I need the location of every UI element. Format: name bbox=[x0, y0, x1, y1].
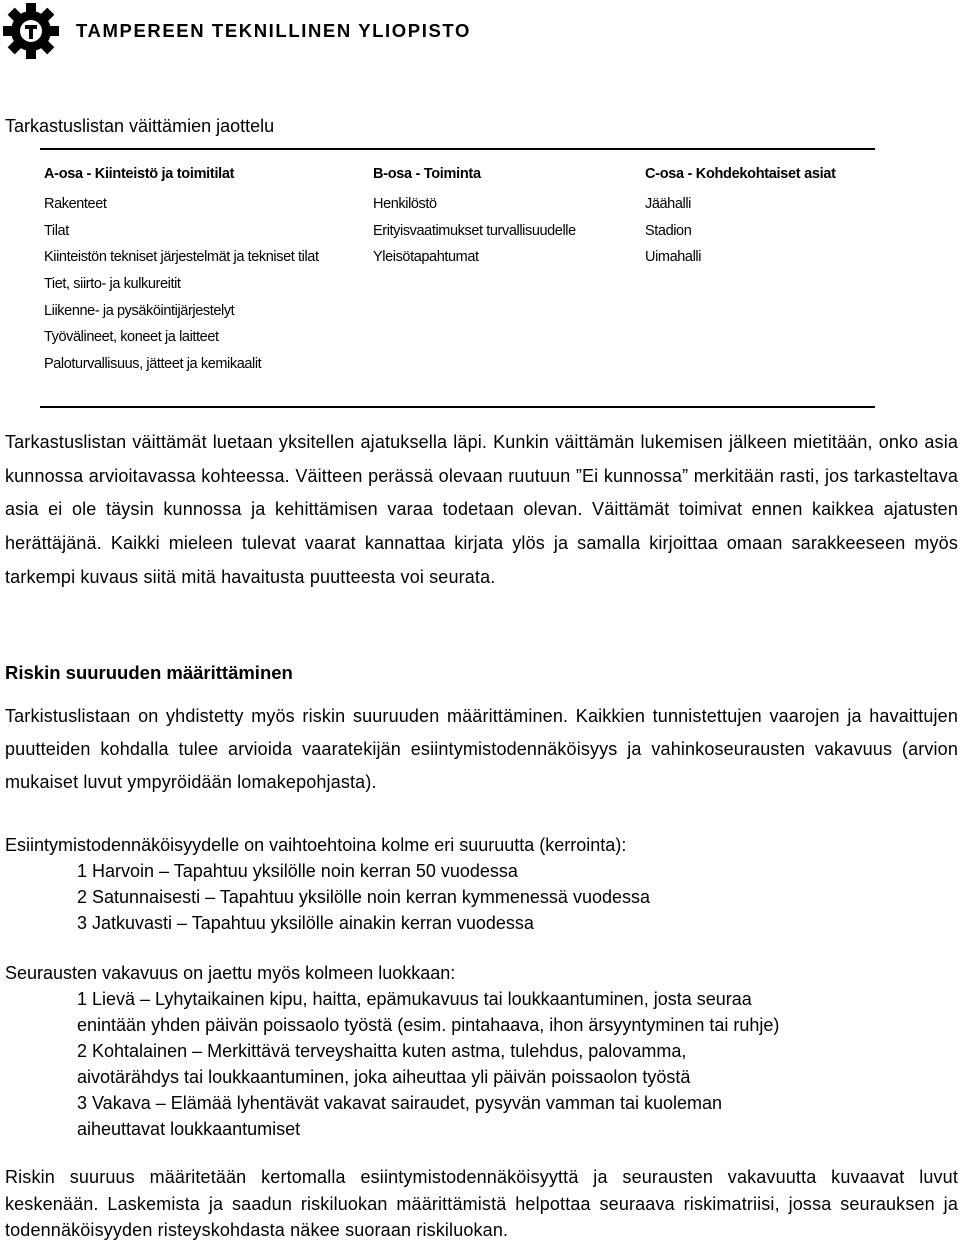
list-item: 3 Jatkuvasti – Tapahtuu yksilölle ainakin kerran vuodessa bbox=[77, 913, 534, 933]
section-heading: Riskin suuruuden määrittäminen bbox=[5, 662, 293, 683]
list-item: Henkilöstö bbox=[373, 196, 437, 212]
intro-paragraph: Tarkastuslistan väittämät luetaan yksitellen ajatuksella läpi. Kunkin väittämän lukemisen jälkeen mietitään, onko asia kunnossa arvioitavassa kohteessa. Väitteen perässä olevaan ruutuun ”Ei kunnossa” merkitään rasti, jos tarkasteltava asia ei ole täysin kunnossa ja kehittämisen varaa todetaan olevan. Väittämät toimivat ennen kaikkea ajatusten herättäjänä. Kaikki mieleen tulevat vaarat kannattaa kirjata ylös ja samalla kirjoittaa omaan sarakkeeseen myös tarkempi kuvaus siitä mitä havaitusta puutteesta voi seurata. bbox=[5, 432, 958, 587]
category-column-a bbox=[44, 162, 364, 379]
risk-paragraph: Tarkistuslistaan on yhdistetty myös riskin suuruuden määrittäminen. Kaikkien tunnistettujen vaarojen ja havaittujen puutteiden kohdalla tulee arvioida vaaratekijän esiintymistodennäköisyys ja vahinkoseurausten vakavuus (arvion mukaiset luvut ympyröidään lomakepohjasta). bbox=[5, 706, 958, 792]
frequency-lead: Esiintymistodennäköisyydelle on vaihtoehtoina kolme eri suuruutta (kerrointa): bbox=[5, 835, 627, 855]
university-name: TAMPEREEN TEKNILLINEN YLIOPISTO bbox=[76, 20, 471, 41]
list-item: Kiinteistön tekniset järjestelmät ja tekniset tilat bbox=[44, 249, 319, 266]
column-heading: A-osa - Kiinteistö ja toimitilat bbox=[44, 166, 235, 182]
list-item: Stadion bbox=[645, 222, 692, 239]
page-header bbox=[0, 0, 960, 60]
list-item: 3 Vakava – Elämää lyhentävät vakavat sairaudet, pysyvän vamman tai kuoleman bbox=[77, 1093, 723, 1113]
closing-paragraph: Riskin suuruus määritetään kertomalla esiintymistodennäköisyyttä ja seurausten vakavuutta kuvaavat luvut keskenään. Laskemista ja saadun riskiluokan määrittämistä helpottaa seuraava riskimatriisi, jossa seurauksen ja todennäköisyyden risteyskohdasta näkee suoraan riskiluokan. bbox=[5, 1167, 958, 1240]
category-column-b bbox=[373, 162, 643, 272]
document-title: Tarkastuslistan väittämien jaottelu bbox=[5, 116, 275, 136]
list-item: Paloturvallisuus, jätteet ja kemikaalit bbox=[44, 356, 262, 373]
list-item: Rakenteet bbox=[44, 196, 107, 212]
severity-lead: Seurausten vakavuus on jaettu myös kolmeen luokkaan: bbox=[5, 963, 456, 983]
category-table bbox=[40, 148, 875, 408]
list-item: 1 Harvoin – Tapahtuu yksilölle noin kerran 50 vuodessa bbox=[77, 861, 518, 881]
list-item: Yleisötapahtumat bbox=[373, 249, 479, 266]
list-item: Uimahalli bbox=[645, 249, 702, 266]
category-column-c bbox=[645, 162, 873, 272]
list-item: Jäähalli bbox=[645, 196, 691, 212]
column-heading: B-osa - Toiminta bbox=[373, 166, 481, 182]
list-item: Työvälineet, koneet ja laitteet bbox=[44, 329, 219, 346]
column-heading: C-osa - Kohdekohtaiset asiat bbox=[645, 166, 836, 182]
list-item: 2 Kohtalainen – Merkittävä terveyshaitta kuten astma, tulehdus, palovamma, bbox=[77, 1041, 687, 1061]
list-item: 1 Lievä – Lyhytaikainen kipu, haitta, epämukavuus tai loukkaantuminen, josta seuraa bbox=[77, 989, 752, 1009]
list-item: Erityisvaatimukset turvallisuudelle bbox=[373, 222, 576, 239]
list-item: Tilat bbox=[44, 222, 69, 239]
list-item: aiheuttavat loukkaantumiset bbox=[77, 1119, 301, 1139]
frequency-block bbox=[5, 832, 960, 936]
list-item: Tiet, siirto- ja kulkureitit bbox=[44, 276, 181, 293]
list-item: enintään yhden päivän poissaolo työstä (esim. pintahaava, ihon ärsyyntyminen tai ruhje) bbox=[77, 1015, 780, 1035]
gear-logo-icon bbox=[2, 2, 60, 60]
severity-block bbox=[5, 960, 960, 1142]
list-item: 2 Satunnaisesti – Tapahtuu yksilölle noin kerran kymmenessä vuodessa bbox=[77, 887, 650, 907]
list-item: Liikenne- ja pysäköintijärjestelyt bbox=[44, 302, 235, 319]
list-item: aivotärähdys tai loukkaantuminen, joka aiheuttaa yli päivän poissaolon työstä bbox=[77, 1067, 691, 1087]
